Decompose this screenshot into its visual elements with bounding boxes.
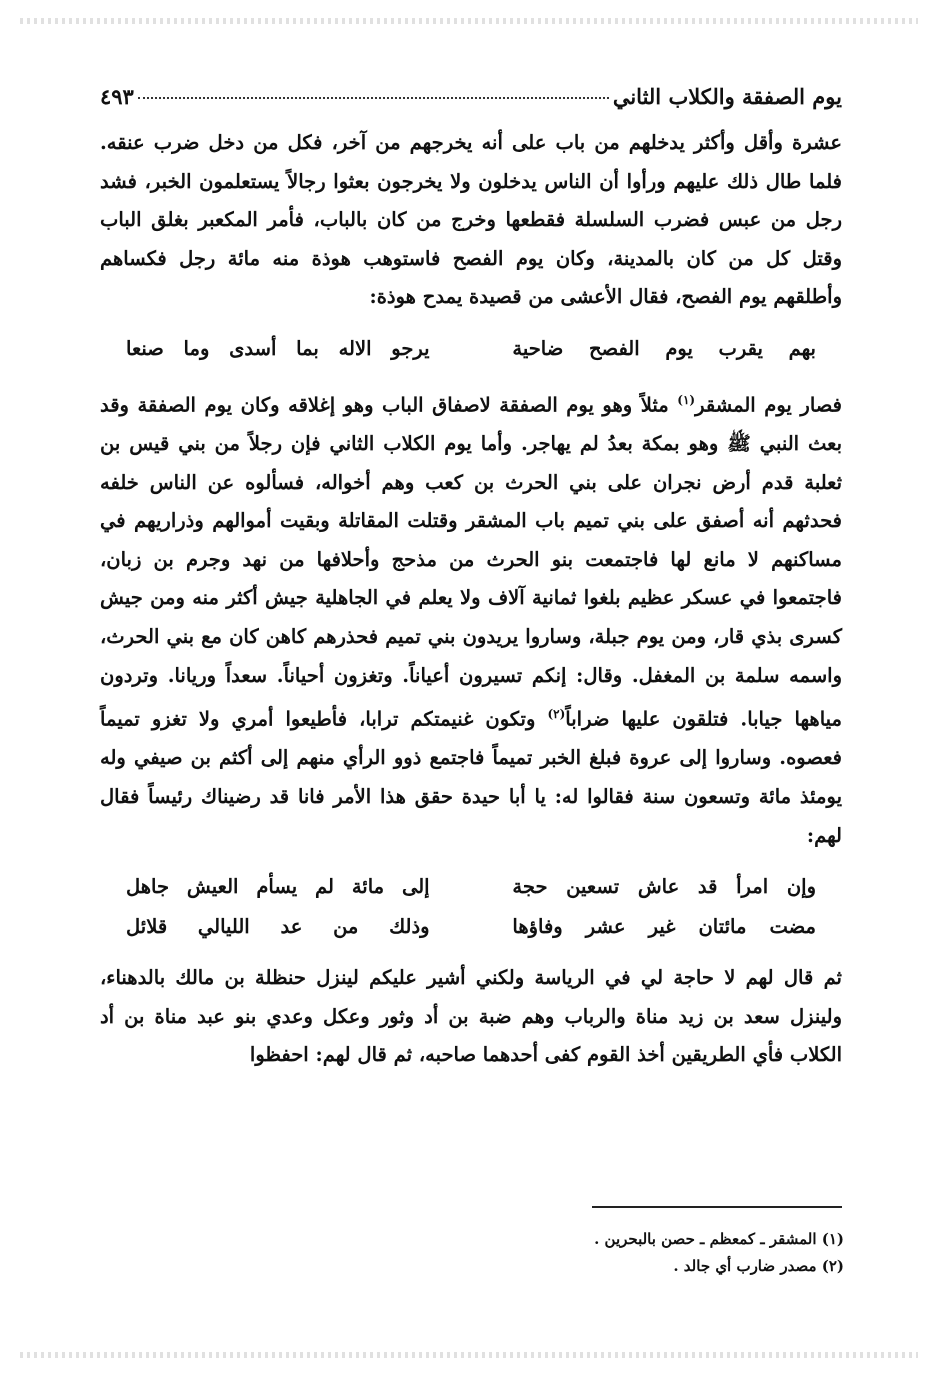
book-page	[100, 84, 842, 1075]
verse-first-hemistich: بهم يقرب يوم الفصح ضاحية	[512, 336, 816, 360]
scan-edge-top	[20, 18, 918, 24]
paragraph-2-text-end: وتكون غنيمتكم ترابا، فأطيعوا أمري ولا تغزو تميماً فعصوه. وساروا إلى عروة فبلغ الخبر تميماً فاجتمع ذوو الرأي منهم إلى أكثم بن صيفي وله يومئذ مائة وتسعون سنة فقالوا له: يا أبا حيدة حقق هذا الأمر فانا قد رضيناك رئيساً فقال لهم:	[100, 707, 842, 847]
paragraph-2-text-start: فصار يوم المشقر	[695, 393, 842, 417]
verse-block-2	[100, 867, 842, 947]
footnote-marker-1: (١)	[677, 392, 696, 407]
running-header	[100, 84, 842, 124]
paragraph-1: عشرة وأقل وأكثر يدخلهم من باب على أنه يخرجهم من آخر، فكل من دخل ضرب عنقه. فلما طال ذلك عليهم ورأوا أن الناس يدخلون ولا يخرجون بعثوا رجالاً يستعلمون الخبر، فشد رجل من عبس فضرب السلسلة فقطعها وخرج من كان بالباب، فأمر المكعبر بغلق الباب وقتل كل من كان بالمدينة، وكان يوم الفصح فاستوهب هوذة منه مائة رجل فكساهم وأطلقهم يوم الفصح، فقال الأعشى من قصيدة يمدح هوذة:	[100, 131, 842, 309]
verse-line	[100, 329, 842, 369]
verse-second-hemistich: يرجو الاله بما أسدى وما صنعا	[126, 336, 430, 360]
footnote-2: (٢) مصدر ضارب أي جالد .	[673, 1257, 844, 1275]
verse-line	[100, 907, 842, 947]
verse-first-hemistich: وإن امرأ قد عاش تسعين حجة	[512, 875, 816, 899]
verse-block-1	[100, 329, 842, 369]
paragraph-3: ثم قال لهم لا حاجة لي في الرياسة ولكني أشير عليكم لينزل حنظلة بن مالك بالدهناء، ولينزل سعد بن زيد مناة والرباب وهم ضبة بن أد وثور وعكل وعدي بنو عبد مناة بن أد الكلاب فأي الطريقين أخذ القوم كفى أحدهما صاحبه، ثم قال لهم: احفظوا	[100, 966, 842, 1067]
page-number: ٤٩٣	[100, 84, 134, 109]
verse-first-hemistich: مضت مائتان غير عشر وفاؤها	[512, 915, 816, 939]
header-dot-leader	[138, 97, 609, 99]
verse-second-hemistich: إلى مائة لم يسأم العيش جاهل	[126, 875, 430, 899]
footnote-1: (١) المشقر ـ كمعظم ـ حصن بالبحرين .	[594, 1230, 844, 1248]
paragraph-2	[100, 381, 842, 855]
paragraph-2-text-middle: مثلاً وهو يوم الصفقة لاصفاق الباب وهو إغلاقه وكان يوم الصفقة وقد بعث النبي ﷺ وهو بمكة بعدُ لم يهاجر. وأما يوم الكلاب الثاني فإن رجلاً من بني قيس بن ثعلبة قدم أرض نجران على بني الحرث بن كعب وهم أخواله، فسألوه عن الناس خلفه فحدثهم أنه أصفق على بني تميم باب المشقر وقتلت المقاتلة وبقيت أموالهم وذراريهم في مساكنهم لا مانع لها فاجتمعت بنو الحرث من مذحج وأحلافها من نهد وجرم بن زبان، فاجتمعوا في عسكر عظيم بلغوا ثمانية آلاف ولا يعلم في الجاهلية جيش أكثر منه ومن جيش كسرى بذي قار، ومن يوم جبلة، وساروا يريدون بني تميم فحذرهم كاهن كان مع بني الحرث، واسمه سلمة بن المغفل. وقال: إنكم تسيرون أعياناً. وتغزون أحياناً. سعداً وريانا. وتردون مياهها جيابا. فتلقون عليها ضراباً	[100, 393, 842, 731]
footnotes	[144, 1226, 844, 1280]
verse-line	[100, 867, 842, 907]
footnote-marker-2: (٢)	[547, 707, 566, 722]
verse-second-hemistich: وذلك من عد الليالي قلائل	[126, 915, 430, 939]
scan-edge-bottom	[20, 1352, 918, 1358]
footnote-separator	[592, 1206, 842, 1208]
chapter-title: يوم الصفقة والكلاب الثاني	[612, 84, 842, 109]
